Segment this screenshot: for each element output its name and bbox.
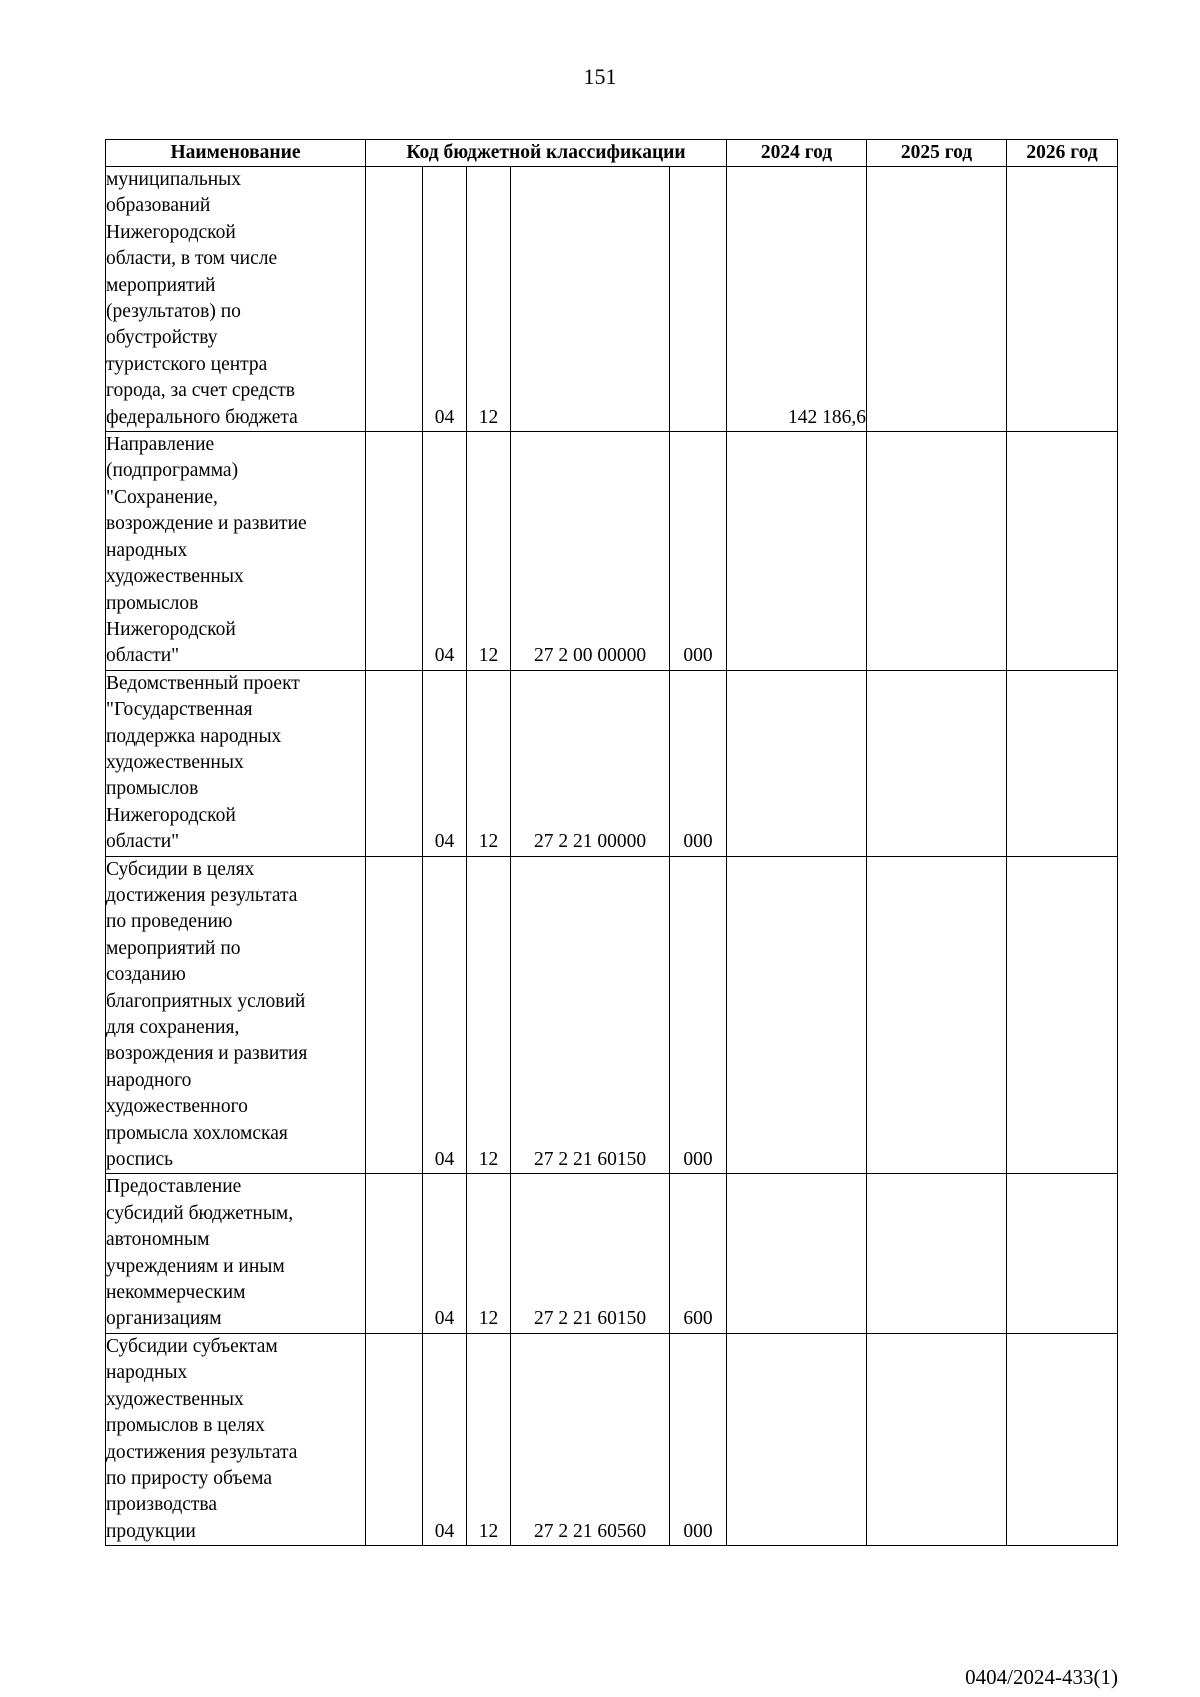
code-subsection: 12 [467, 1333, 511, 1545]
header-2025: 2025 год [867, 140, 1007, 167]
page-number: 151 [583, 64, 617, 89]
code-target: 27 2 21 60150 [511, 856, 670, 1174]
table-row [106, 1333, 1118, 1545]
value-2024 [727, 1333, 867, 1545]
header-2026: 2026 год [1007, 140, 1118, 167]
row-name: Предоставление субсидий бюджетным, автономным учреждениям и иным некоммерческим организациям [106, 1174, 366, 1333]
code-target: 27 2 00 00000 [511, 432, 670, 671]
code-target: 27 2 21 60560 [511, 1333, 670, 1545]
code-part-0 [366, 1333, 423, 1545]
code-subsection: 12 [467, 167, 511, 432]
code-subsection: 12 [467, 856, 511, 1174]
code-target [511, 167, 670, 432]
value-2025 [867, 856, 1007, 1174]
table-row [106, 167, 1118, 432]
table-row [106, 432, 1118, 671]
value-2025 [867, 670, 1007, 856]
code-part-0 [366, 167, 423, 432]
code-section: 04 [423, 856, 467, 1174]
value-2026 [1007, 432, 1118, 671]
code-target: 27 2 21 00000 [511, 670, 670, 856]
table-row [106, 856, 1118, 1174]
code-section: 04 [423, 1174, 467, 1333]
code-target: 27 2 21 60150 [511, 1174, 670, 1333]
code-part-0 [366, 670, 423, 856]
code-part-0 [366, 1174, 423, 1333]
code-section: 04 [423, 167, 467, 432]
header-name: Наименование [106, 140, 366, 167]
code-expense-type: 000 [670, 1333, 727, 1545]
code-part-0 [366, 856, 423, 1174]
code-expense-type: 600 [670, 1174, 727, 1333]
code-expense-type: 000 [670, 856, 727, 1174]
value-2024 [727, 432, 867, 671]
code-subsection: 12 [467, 432, 511, 671]
row-name: муниципальных образований Нижегородской области, в том числе мероприятий (результатов) по обустройству туристского центра города, за счет средств федерального бюджета [106, 167, 366, 432]
value-2026 [1007, 670, 1118, 856]
header-2024: 2024 год [727, 140, 867, 167]
document-number: 0404/2024-433(1) [965, 1665, 1118, 1689]
header-code: Код бюджетной классификации [366, 140, 727, 167]
value-2024 [727, 1174, 867, 1333]
value-2026 [1007, 856, 1118, 1174]
value-2024 [727, 856, 867, 1174]
row-name: Направление (подпрограмма) "Сохранение, возрождение и развитие народных художественных промыслов Нижегородской области" [106, 432, 366, 671]
code-subsection: 12 [467, 1174, 511, 1333]
table-row [106, 1174, 1118, 1333]
code-section: 04 [423, 1333, 467, 1545]
value-2026 [1007, 1174, 1118, 1333]
row-name: Ведомственный проект "Государственная поддержка народных художественных промыслов Нижегородской области" [106, 670, 366, 856]
code-expense-type [670, 167, 727, 432]
code-section: 04 [423, 670, 467, 856]
row-name: Субсидии в целях достижения результата по проведению мероприятий по созданию благоприятных условий для сохранения, возрождения и развития народного художественного промысла хохломская роспись [106, 856, 366, 1174]
budget-table [105, 139, 1118, 1546]
code-part-0 [366, 432, 423, 671]
code-section: 04 [423, 432, 467, 671]
code-expense-type: 000 [670, 432, 727, 671]
code-subsection: 12 [467, 670, 511, 856]
table-row [106, 670, 1118, 856]
code-expense-type: 000 [670, 670, 727, 856]
table-header-row [106, 140, 1118, 167]
value-2025 [867, 1174, 1007, 1333]
value-2024 [727, 670, 867, 856]
value-2026 [1007, 167, 1118, 432]
row-name: Субсидии субъектам народных художественных промыслов в целях достижения результата по приросту объема производства продукции [106, 1333, 366, 1545]
value-2026 [1007, 1333, 1118, 1545]
value-2025 [867, 1333, 1007, 1545]
value-2025 [867, 432, 1007, 671]
value-2024: 142 186,6 [727, 167, 867, 432]
value-2025 [867, 167, 1007, 432]
